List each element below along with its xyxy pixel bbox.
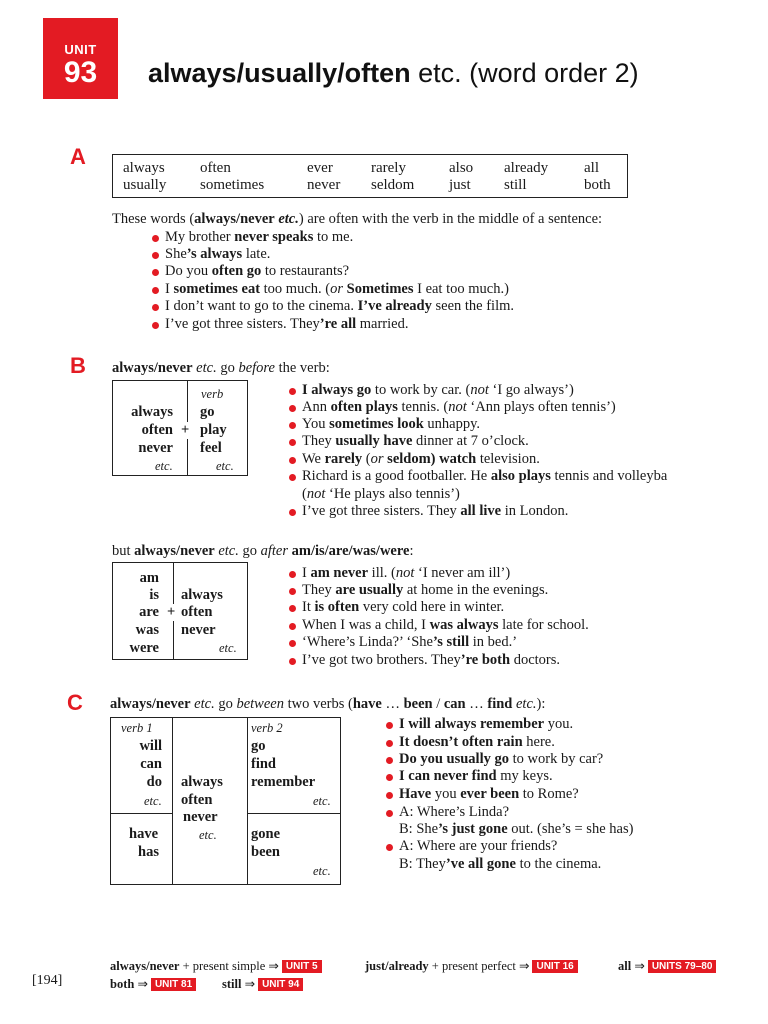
table-cell: will (139, 738, 162, 754)
text-segment: late for school. (498, 617, 589, 633)
text-segment: ‘I go always’) (488, 382, 574, 398)
text-segment: all (618, 959, 632, 973)
table-cell: are (139, 604, 159, 620)
example-line (302, 582, 548, 599)
text-segment: not (448, 399, 467, 415)
cross-reference (618, 958, 716, 974)
before-verb-table (112, 380, 248, 476)
table-plus: + (167, 604, 176, 620)
text-segment: after (260, 543, 288, 559)
unit-label: UNIT (64, 42, 97, 57)
table-cell: go (251, 738, 266, 754)
text-segment: ⇒ (241, 977, 256, 991)
text-segment: ’ve all gone (445, 856, 516, 872)
ref-text (365, 959, 529, 973)
text-segment: also plays (490, 468, 551, 484)
table-cell: never (138, 440, 173, 456)
text-segment: … (381, 696, 404, 712)
text-segment: etc. (274, 211, 299, 227)
table-cell: etc. (216, 459, 234, 473)
page-title (148, 58, 639, 89)
text-segment: sometimes look (329, 416, 424, 432)
section-c-intro (110, 696, 545, 713)
example-line (399, 786, 579, 803)
table-cell: never (183, 809, 218, 825)
table-cell: has (138, 844, 159, 860)
table-cell: find (251, 756, 276, 772)
text-segment: but (112, 543, 135, 559)
table-cell: etc. (199, 828, 217, 842)
example-line (302, 565, 510, 582)
table-cell: always (131, 404, 173, 420)
text-segment: + present simple ⇒ (179, 959, 279, 973)
word-cell: usually (123, 177, 167, 193)
text-segment: just/already (365, 959, 429, 973)
text-segment: ’re both (460, 652, 511, 668)
word-cell: always (123, 160, 165, 176)
text-segment: Sometimes (346, 281, 414, 297)
section-c-letter: C (67, 690, 83, 715)
after-be-table (112, 562, 248, 660)
text-segment: both (110, 977, 135, 991)
two-verbs-table (110, 717, 341, 885)
word-cell: ever (307, 160, 333, 176)
table-cell: never (181, 622, 216, 638)
ref-text (618, 959, 645, 973)
text-segment: I’ve already (357, 298, 432, 314)
table-cell: go (200, 404, 215, 420)
example-line (302, 468, 667, 485)
text-segment: I’ve got three sisters. They (165, 316, 320, 332)
text-segment: too much. ( (260, 281, 331, 297)
text-segment: was always (429, 617, 499, 633)
table-header: verb 2 (251, 721, 283, 735)
section-b-intro-2 (112, 543, 414, 560)
table-cell: often (181, 792, 213, 808)
text-segment: two verbs ( (283, 696, 353, 712)
example-line (399, 768, 553, 785)
text-segment: … (465, 696, 488, 712)
text-segment: at home in the evenings. (403, 582, 549, 598)
text-segment: not (306, 486, 326, 502)
text-segment: My brother (165, 229, 235, 245)
text-segment: I’ve got two brothers. They (302, 652, 461, 668)
word-cell: rarely (371, 160, 406, 176)
table-cell: were (129, 640, 159, 656)
text-segment: can (443, 696, 466, 712)
example-line (302, 382, 574, 399)
text-segment: etc. (192, 360, 217, 376)
text-segment: television. (476, 451, 540, 467)
text-segment: late. (242, 246, 271, 262)
text-segment: It (302, 599, 315, 615)
text-segment: B: She (399, 821, 439, 837)
text-segment: always/never (194, 211, 275, 227)
text-segment: ( (302, 486, 307, 502)
example-line (399, 821, 633, 838)
text-segment: I always go (302, 382, 372, 398)
cross-reference (110, 976, 196, 992)
text-segment: find (487, 696, 513, 712)
text-segment: to work by car? (509, 751, 604, 767)
example-line (302, 599, 504, 616)
text-segment: doctors. (510, 652, 561, 668)
example-line (302, 617, 589, 634)
text-segment: have (352, 696, 382, 712)
word-cell: sometimes (200, 177, 265, 193)
text-segment: always/never (110, 696, 191, 712)
table-cell: am (139, 570, 159, 586)
table-cell: is (149, 587, 159, 603)
section-b-intro (112, 360, 330, 377)
text-segment: my keys. (496, 768, 553, 784)
table-divider (247, 813, 340, 814)
text-segment: to restaurants? (261, 263, 350, 279)
text-segment: etc. (214, 543, 239, 559)
text-segment: seen the film. (431, 298, 515, 314)
word-cell: also (449, 160, 474, 176)
table-cell: gone (251, 826, 280, 842)
example-line (302, 486, 460, 503)
text-segment: I’ve got three sisters. They (302, 503, 461, 519)
table-cell: etc. (313, 864, 331, 878)
text-segment: go (214, 696, 237, 712)
text-segment: seldom) watch (387, 451, 477, 467)
text-segment: in London. (501, 503, 569, 519)
table-cell: can (140, 756, 162, 772)
text-segment: A: Where are your friends? (399, 838, 558, 854)
example-line (165, 229, 353, 246)
word-box (112, 154, 628, 198)
example-line (302, 634, 517, 651)
text-segment: the verb: (274, 360, 330, 376)
table-divider (172, 718, 173, 884)
text-segment: am never (310, 565, 369, 581)
example-line (165, 263, 349, 280)
word-cell: all (584, 160, 599, 176)
text-segment: go (238, 543, 261, 559)
unit-link[interactable]: UNIT 16 (532, 960, 577, 973)
table-cell: play (200, 422, 227, 438)
text-segment: never speaks (234, 229, 314, 245)
text-segment: go (216, 360, 239, 376)
text-segment: We (302, 451, 325, 467)
table-cell: feel (200, 440, 222, 456)
text-segment: not (395, 565, 415, 581)
word-cell: often (200, 160, 231, 176)
text-segment: ’s just gone (438, 821, 508, 837)
text-segment: ‘Ann plays often tennis’) (466, 399, 616, 415)
text-segment: Richard is a good footballer. He (302, 468, 491, 484)
text-segment: ’s always (186, 246, 243, 262)
ref-text (110, 977, 148, 991)
text-segment: to the cinema. (515, 856, 602, 872)
text-segment: ⇒ (631, 959, 645, 973)
word-cell: just (449, 177, 471, 193)
unit-link[interactable]: UNIT 81 (151, 978, 196, 991)
text-segment: here. (522, 734, 555, 750)
section-a-letter: A (70, 144, 86, 169)
text-segment: often plays (330, 399, 398, 415)
table-divider (111, 813, 172, 814)
text-segment: B: They (399, 856, 446, 872)
example-line (399, 734, 555, 751)
page-title-rest: etc. (word order 2) (410, 58, 639, 88)
unit-link[interactable]: UNIT 5 (282, 960, 322, 973)
text-segment: I don’t want to go to the cinema. (165, 298, 358, 314)
example-line (302, 503, 568, 520)
text-segment: ‘Where’s Linda?’ ‘She (302, 634, 433, 650)
table-plus: + (181, 422, 190, 438)
text-segment: married. (356, 316, 409, 332)
example-line (302, 433, 529, 450)
text-segment: I can never find (399, 768, 497, 784)
text-segment: / (432, 696, 444, 712)
text-segment: ‘I never am ill’) (414, 565, 511, 581)
text-segment: you (431, 786, 461, 802)
text-segment: A: Where’s Linda? (399, 804, 510, 820)
example-line (399, 838, 557, 855)
text-segment: always/never (110, 959, 180, 973)
text-segment: dinner at 7 o’clock. (412, 433, 529, 449)
table-cell: etc. (144, 794, 162, 808)
page-number: [194] (32, 973, 63, 988)
text-segment: Do you usually go (399, 751, 509, 767)
word-cell: still (504, 177, 527, 193)
example-line (165, 298, 514, 315)
example-line (399, 716, 573, 733)
table-header: verb 1 (121, 721, 153, 735)
text-segment: rarely (324, 451, 363, 467)
table-cell: often (181, 604, 213, 620)
text-segment: in bed.’ (469, 634, 518, 650)
text-segment: unhappy. (423, 416, 481, 432)
text-segment: ’re all (319, 316, 357, 332)
text-segment: always/never (134, 543, 215, 559)
text-segment: very cold here in winter. (359, 599, 505, 615)
word-cell: never (307, 177, 341, 193)
table-cell: etc. (219, 641, 237, 655)
example-line (302, 416, 480, 433)
text-segment: I (165, 281, 174, 297)
text-segment: ’s still (432, 634, 470, 650)
table-cell: been (251, 844, 280, 860)
cross-reference (365, 958, 578, 974)
example-line (399, 856, 601, 873)
text-segment: When I was a child, I (302, 617, 430, 633)
page-title-bold: always/usually/often (148, 58, 411, 88)
text-segment: etc. (190, 696, 215, 712)
example-line (302, 399, 616, 416)
text-segment: They (302, 582, 336, 598)
unit-link[interactable]: UNIT 94 (258, 978, 303, 991)
text-segment: ): (536, 696, 546, 712)
text-segment: ever been (460, 786, 520, 802)
text-segment: Do you (165, 263, 212, 279)
text-segment: ⇒ (134, 977, 148, 991)
example-line (165, 316, 408, 333)
table-cell: always (181, 774, 223, 790)
text-segment: ( (362, 451, 371, 467)
word-cell: seldom (371, 177, 415, 193)
text-segment: tennis and volleyba (550, 468, 668, 484)
text-segment: + present perfect ⇒ (428, 959, 530, 973)
table-cell: etc. (313, 794, 331, 808)
text-segment: all live (460, 503, 502, 519)
word-cell: both (584, 177, 611, 193)
example-line (399, 804, 509, 821)
text-segment: etc. (512, 696, 537, 712)
text-segment: always/never (112, 360, 193, 376)
text-segment: out. (she’s = she has) (507, 821, 634, 837)
text-segment: tennis. ( (397, 399, 449, 415)
example-line (165, 246, 270, 263)
text-segment: They (302, 433, 336, 449)
word-cell: already (504, 160, 549, 176)
text-segment: are usually (335, 582, 404, 598)
text-segment: These words ( (112, 211, 195, 227)
example-line (302, 451, 540, 468)
text-segment: you. (544, 716, 574, 732)
text-segment: usually have (335, 433, 413, 449)
text-segment: or (370, 451, 384, 467)
text-segment: You (302, 416, 330, 432)
text-segment: is often (314, 599, 360, 615)
table-cell: often (141, 422, 173, 438)
unit-link[interactable]: UNITS 79–80 (648, 960, 717, 973)
ref-text (110, 959, 279, 973)
table-header: verb (201, 387, 224, 401)
text-segment: She (165, 246, 187, 262)
text-segment: : (409, 543, 414, 559)
text-segment: I (302, 565, 311, 581)
example-line (399, 751, 603, 768)
table-cell: etc. (155, 459, 173, 473)
text-segment: between (236, 696, 284, 712)
text-segment: been (403, 696, 433, 712)
text-segment: not (470, 382, 489, 398)
table-cell: always (181, 587, 223, 603)
text-segment: or (330, 281, 344, 297)
table-cell: do (146, 774, 162, 790)
text-segment: Have (399, 786, 432, 802)
cross-reference (222, 976, 303, 992)
text-segment: often go (211, 263, 262, 279)
example-line (165, 281, 509, 298)
cross-reference (110, 958, 322, 974)
table-cell: was (135, 622, 159, 638)
table-divider (247, 718, 248, 884)
unit-badge (43, 18, 118, 99)
text-segment: I eat too much.) (413, 281, 509, 297)
table-cell: remember (251, 774, 316, 790)
section-a-intro (112, 211, 602, 228)
section-b-letter: B (70, 353, 86, 378)
text-segment: to work by car. ( (371, 382, 471, 398)
text-segment: before (238, 360, 275, 376)
text-segment: to Rome? (519, 786, 579, 802)
text-segment: ‘He plays also tennis’) (325, 486, 460, 502)
text-segment: am/is/are/was/were (291, 543, 410, 559)
text-segment: to me. (313, 229, 354, 245)
unit-number: 93 (63, 56, 98, 89)
table-cell: have (129, 826, 158, 842)
text-segment: It doesn’t often rain (399, 734, 523, 750)
example-line (302, 652, 560, 669)
text-segment: sometimes eat (173, 281, 261, 297)
text-segment: I will always remember (399, 716, 545, 732)
text-segment: Ann (302, 399, 331, 415)
text-segment: ill. ( (368, 565, 396, 581)
text-segment: ) are often with the verb in the middle of a sentence: (298, 211, 603, 227)
text-segment: still (222, 977, 242, 991)
ref-text (222, 977, 255, 991)
